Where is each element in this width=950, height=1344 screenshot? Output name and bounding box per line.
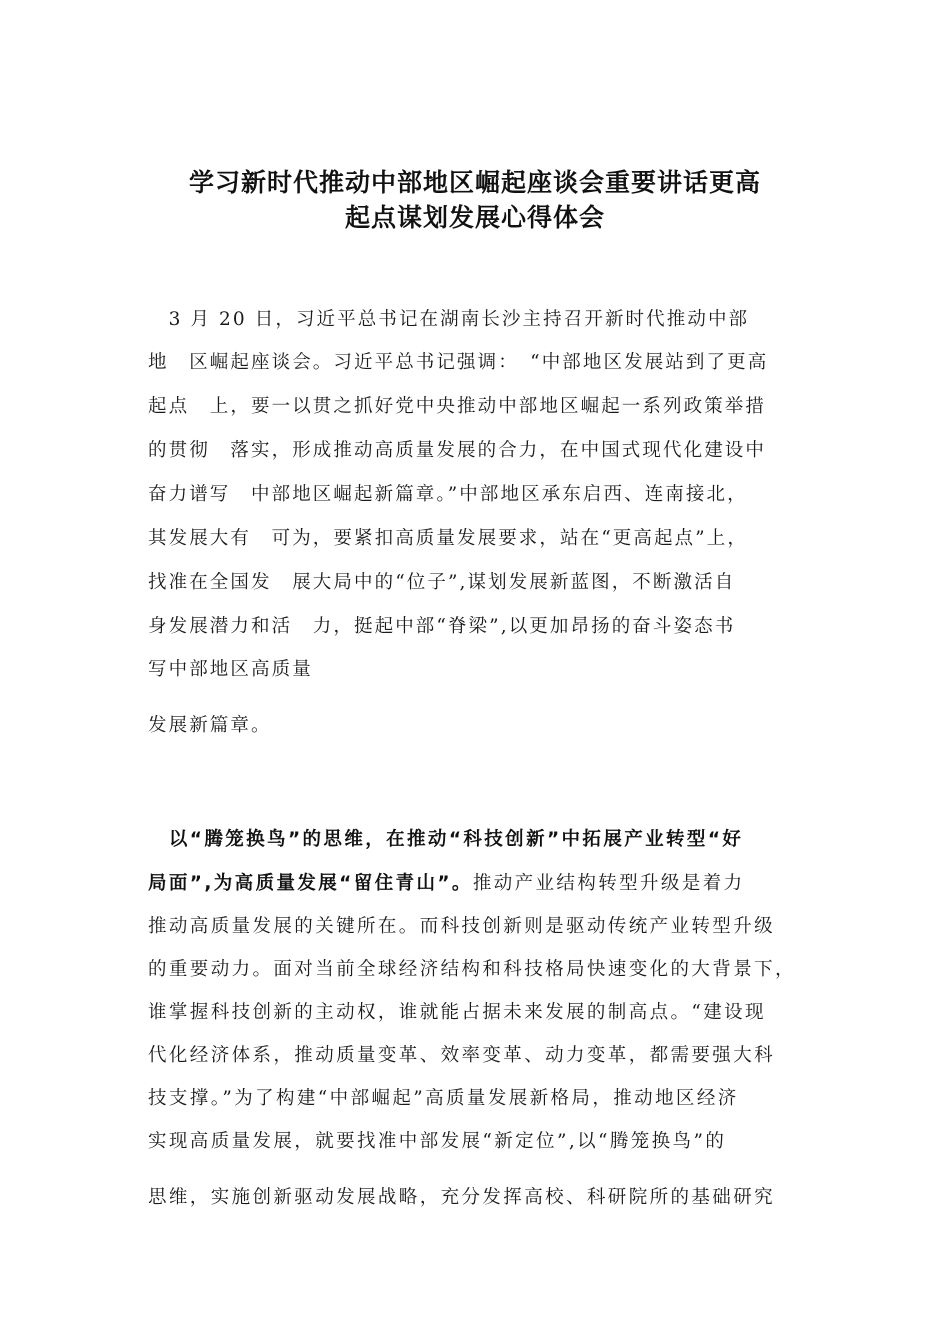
paragraph-1-line: 发展新篇章。 (148, 715, 272, 736)
paragraph-2-line-text: 推动产业结构转型升级是着力 (472, 873, 745, 894)
paragraph-1-line: 找准在全国发 展大局中的“位子”,谋划发展新蓝图，不断激活自 (148, 572, 736, 593)
paragraph-2-line: 技支撑。”为了构建“中部崛起”高质量发展新格局，推动地区经济 (148, 1088, 739, 1109)
paragraph-1-line: 身发展潜力和活 力，挺起中部“脊梁”,以更加昂扬的奋斗姿态书 (148, 616, 736, 637)
paragraph-2-line-mixed (148, 870, 745, 898)
paragraph-1-line: 写中部地区高质量 (148, 659, 313, 680)
paragraph-2-line: 推动高质量发展的关键所在。而科技创新则是驱动传统产业转型升级 (148, 916, 776, 937)
document-title-line-2: 起点谋划发展心得体会 (344, 203, 605, 232)
paragraph-2-line: 实现高质量发展，就要找准中部发展“新定位”,以“腾笼换鸟”的 (148, 1131, 727, 1152)
paragraph-2-lead-heading: 局面”,为高质量发展“留住青山”。 (148, 873, 473, 894)
document-title-line-1: 学习新时代推动中部地区崛起座谈会重要讲话更高 (188, 168, 761, 197)
paragraph-2-lead-line: 以“腾笼换鸟”的思维，在推动“科技创新”中拓展产业转型“好 (148, 829, 744, 850)
paragraph-1-line: 其发展大有 可为，要紧扣高质量发展要求，站在“更高起点”上， (148, 528, 748, 549)
paragraph-1-line: 奋力谱写 中部地区崛起新篇章。”中部地区承东启西、连南接北， (148, 484, 748, 505)
paragraph-1-line: 起点 上，要一以贯之抓好党中央推动中部地区崛起一系列政策举措 (148, 396, 767, 417)
paragraph-1-line: 3 月 20 日，习近平总书记在湖南长沙主持召开新时代推动中部 (148, 309, 750, 330)
paragraph-2-line: 谁掌握科技创新的主动权，谁就能占据未来发展的制高点。“建设现 (148, 1002, 766, 1023)
paragraph-1-line: 的贯彻 落实，形成推动高质量发展的合力，在中国式现代化建设中 (148, 440, 767, 461)
paragraph-2-line: 的重要动力。面对当前全球经济结构和科技格局快速变化的大背景下， (148, 959, 796, 980)
paragraph-2-line: 代化经济体系，推动质量变革、效率变革、动力变革，都需要强大科 (148, 1045, 776, 1066)
paragraph-1-line: 地 区崛起座谈会。习近平总书记强调： “中部地区发展站到了更高 (148, 352, 769, 373)
paragraph-2-line: 思维，实施创新驱动发展战略，充分发挥高校、科研院所的基础研究 (148, 1187, 776, 1208)
